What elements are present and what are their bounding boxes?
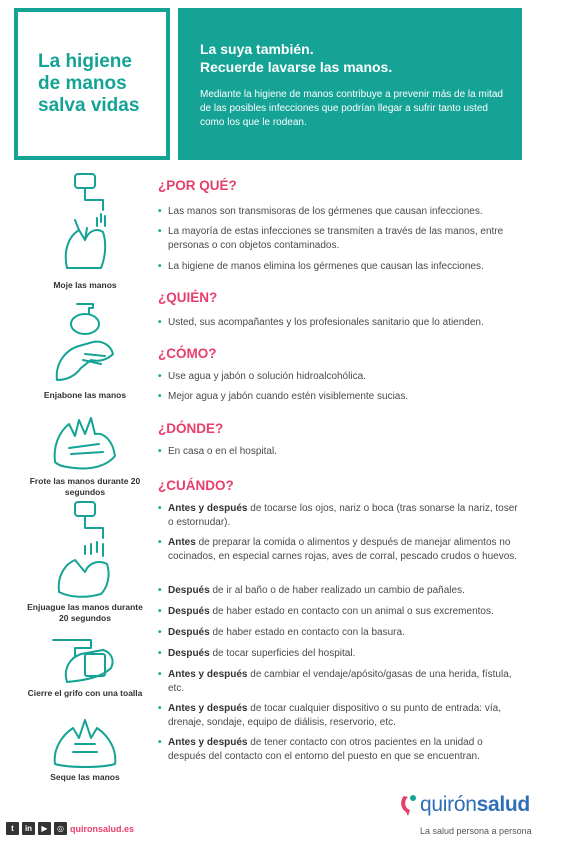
section-title-quien: ¿QUIÉN? — [158, 290, 218, 305]
twitter-icon[interactable]: t — [6, 822, 19, 835]
wet-hands-icon — [45, 170, 125, 278]
list-item: • En casa o en el hospital. — [158, 445, 518, 459]
footer — [0, 790, 564, 865]
intro-box — [178, 8, 522, 160]
step-rinse-hands — [24, 500, 146, 624]
list-item: • La higiene de manos elimina los gérmenes que causan las infecciones. — [158, 260, 518, 274]
step-label: Seque las manos — [50, 772, 120, 782]
list-item: • Después de ir al baño o de haber realizado un cambio de pañales. — [158, 584, 518, 598]
step-label: Cierre el grifo con una toalla — [27, 688, 143, 698]
step-label: Moje las manos — [53, 280, 117, 290]
rub-hands-icon — [45, 412, 125, 474]
section-title-donde: ¿DÓNDE? — [158, 421, 224, 436]
step-soap-hands — [24, 298, 146, 401]
step-close-tap — [24, 626, 146, 699]
step-rub-hands — [24, 412, 146, 498]
section-title-como: ¿CÓMO? — [158, 346, 217, 361]
step-dry-hands — [24, 714, 146, 783]
list-item: • Después de haber estado en contacto con un animal o sus excrementos. — [158, 605, 518, 619]
instagram-icon[interactable]: ◎ — [54, 822, 67, 835]
dry-hands-icon — [45, 714, 125, 770]
step-wet-hands — [24, 170, 146, 291]
list-item: • Mejor agua y jabón cuando estén visiblemente sucias. — [158, 390, 518, 404]
title-box — [14, 8, 170, 160]
rinse-hands-icon — [45, 500, 125, 600]
list-item: • Antes y después de tener contacto con otros pacientes en la unidad o después del contacto con el entorno del puesto en que se encuentran. — [158, 736, 518, 764]
list-item: • La mayoría de estas infecciones se transmiten a través de las manos, entre personas o con objetos contaminados. — [158, 225, 518, 253]
list-item: • Antes y después de tocar cualquier dispositivo o su punto de entrada: vía, drenaje, sondaje, equipo de diálisis, reservorio, etc. — [158, 702, 518, 730]
linkedin-icon[interactable]: in — [22, 822, 35, 835]
section-title-cuando: ¿CUÁNDO? — [158, 478, 234, 493]
list-item: • Después de tocar superficies del hospital. — [158, 647, 518, 661]
poster-title: La higiene de manos salva vidas — [38, 51, 140, 116]
list-item: • Antes de preparar la comida o alimentos y después de manejar alimentos no cocinados, en especial carnes rojas, aves de corral, pescado crudos o huevos. — [158, 536, 518, 564]
header — [14, 8, 522, 160]
intro-text: Mediante la higiene de manos contribuye a prevenir más de la mitad de las posibles infecciones que podrían llegar a sufrir tanto usted como los que le rodean. — [200, 89, 503, 128]
youtube-icon[interactable]: ▶ — [38, 822, 51, 835]
list-item: • Las manos son transmisoras de los gérmenes que causan infecciones. — [158, 205, 518, 219]
brand-tagline: La salud persona a persona — [420, 826, 532, 836]
step-label: Frote las manos durante 20 segundos — [29, 476, 141, 497]
list-item: • Después de haber estado en contacto con la basura. — [158, 626, 518, 640]
step-label: Enjuague las manos durante 20 segundos — [27, 602, 143, 623]
section-title-por-que: ¿POR QUÉ? — [158, 178, 237, 193]
list-item: • Antes y después de cambiar el vendaje/apósito/gasas de una herida, fístula, etc. — [158, 668, 518, 696]
list-item: • Usted, sus acompañantes y los profesionales sanitario que lo atienden. — [158, 316, 518, 330]
list-item: • Use agua y jabón o solución hidroalcohólica. — [158, 370, 518, 384]
list-item: • Antes y después de tocarse los ojos, nariz o boca (tras sonarse la nariz, toser o estornudar). — [158, 502, 518, 530]
website-link[interactable]: quironsalud.es — [70, 824, 135, 834]
brand-mark-icon — [398, 792, 420, 818]
intro-heading: La suya también. Recuerde lavarse las manos. — [200, 41, 393, 75]
brand-name: quirónsalud — [420, 793, 530, 816]
close-tap-icon — [45, 626, 125, 686]
brand-logo — [398, 792, 530, 818]
step-label: Enjabone las manos — [43, 390, 127, 400]
social-links — [6, 822, 67, 835]
soap-hands-icon — [45, 298, 125, 388]
